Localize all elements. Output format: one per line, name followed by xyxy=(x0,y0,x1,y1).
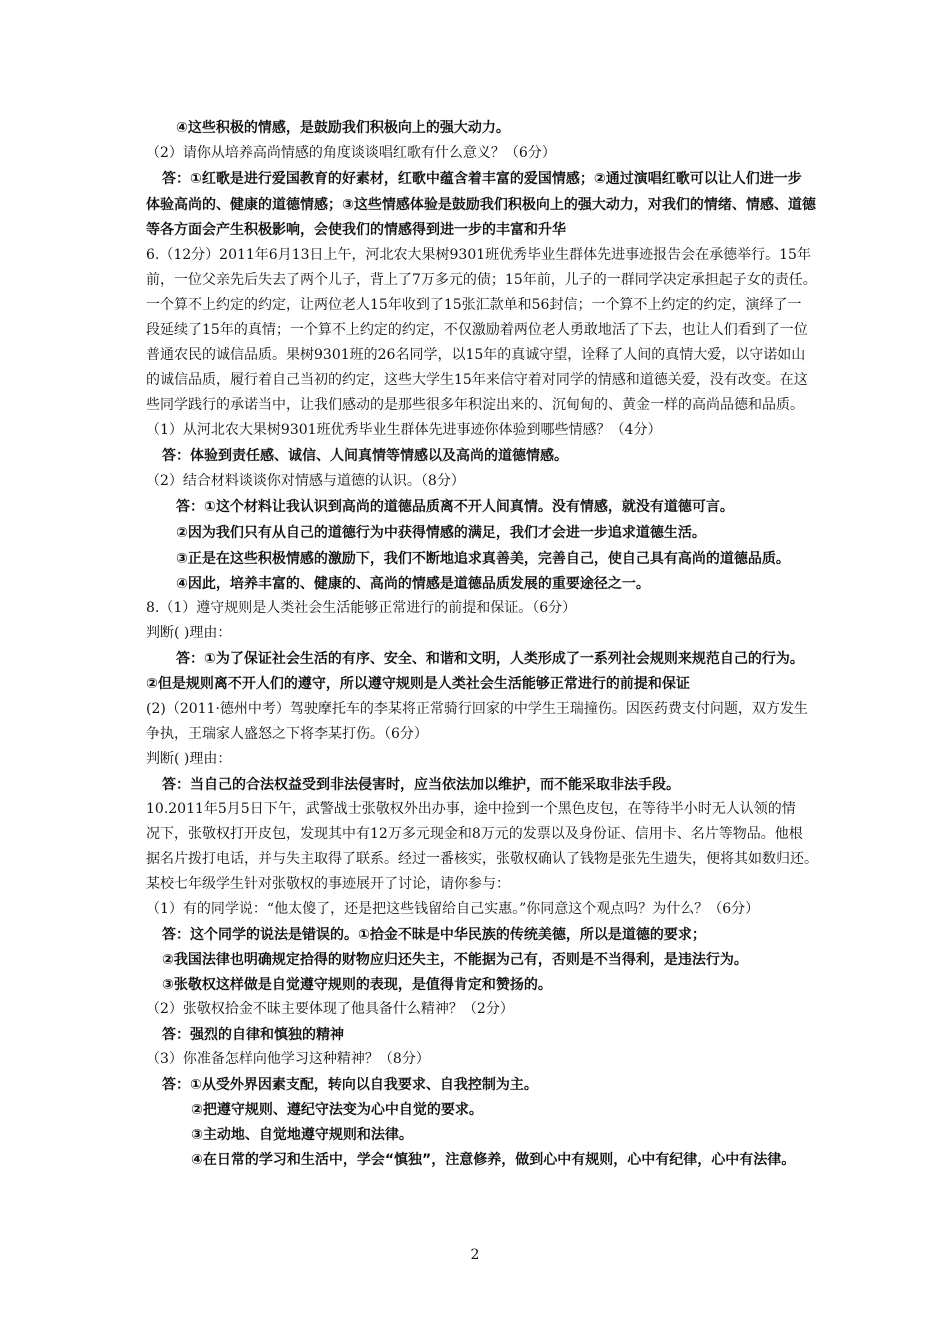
text-line: 的诚信品质，履行着自己当初的约定，这些大学生15年来信守着对同学的情感和道德关爱，没有改变。在这 xyxy=(146,372,808,388)
answer-line: 答：当自己的合法权益受到非法侵害时，应当依法加以维护，而不能采取非法手段。 xyxy=(162,777,680,793)
text-line: 一个算不上约定的约定，让两位老人15年收到了15张汇款单和56封信；一个算不上约定的约定，演绎了一 xyxy=(146,297,802,313)
text-line: 据名片拨打电话，并与失主取得了联系。经过一番核实，张敬权确认了钱物是张先生遗失，便将其如数归还。 xyxy=(146,851,818,867)
text-line: （3）你准备怎样向他学习这种精神？（8分） xyxy=(146,1051,430,1067)
text-line: （1）从河北农大果树9301班优秀毕业生群体先进事迹你体验到哪些情感？（4分） xyxy=(146,422,662,438)
answer-line: 答：①从受外界因素支配，转向以自我要求、自我控制为主。 xyxy=(162,1077,538,1093)
answer-line: ②因为我们只有从自己的道德行为中获得情感的满足，我们才会进一步追求道德生活。 xyxy=(176,525,706,541)
text-line: （2）张敬权拾金不昧主要体现了他具备什么精神？（2分） xyxy=(146,1001,514,1017)
answer-line: 答：①为了保证社会生活的有序、安全、和谐和文明，人类形成了一系列社会规则来规范自己的行为。 xyxy=(176,651,804,667)
text-line: （2）结合材料谈谈你对情感与道德的认识。（8分） xyxy=(146,473,465,489)
text-line: 8.（1）遵守规则是人类社会生活能够正常进行的前提和保证。（6分） xyxy=(146,600,577,616)
answer-line: ④因此，培养丰富的、健康的、高尚的情感是道德品质发展的重要途径之一。 xyxy=(176,576,650,592)
answer-line: ②但是规则离不开人们的遵守，所以遵守规则是人类社会生活能够正常进行的前提和保证 xyxy=(146,676,690,692)
page-number: 2 xyxy=(470,1247,480,1263)
text-line: 某校七年级学生针对张敬权的事迹展开了讨论，请你参与： xyxy=(146,876,510,892)
answer-line: ④这些积极的情感，是鼓励我们积极向上的强大动力。 xyxy=(176,120,510,136)
answer-line: ②我国法律也明确规定拾得的财物应归还失主，不能据为己有，否则是不当得利，是违法行为。 xyxy=(162,952,748,968)
answer-line: ③主动地、自觉地遵守规则和法律。 xyxy=(191,1127,413,1143)
answer-line: 等各方面会产生积极影响，会使我们的情感得到进一步的丰富和升华 xyxy=(146,222,566,238)
text-line: 争执，王瑞家人盛怒之下将李某打伤。（6分） xyxy=(146,726,428,742)
answer-line: 答：①红歌是进行爱国教育的好素材，红歌中蕴含着丰富的爱国情感；②通过演唱红歌可以让人们进一步 xyxy=(162,171,802,187)
answer-line: ④在日常的学习和生活中，学会“慎独”，注意修养，做到心中有规则，心中有纪律，心中有法律。 xyxy=(191,1152,796,1168)
answer-line: 答：这个同学的说法是错误的。①拾金不昧是中华民族的传统美德，所以是道德的要求； xyxy=(162,927,706,943)
text-line: 10.2011年5月5日下午，武警战士张敬权外出办事，途中捡到一个黑色皮包，在等待半小时无人认领的情 xyxy=(146,801,796,817)
answer-line: ②把遵守规则、遵纪守法变为心中自觉的要求。 xyxy=(191,1102,483,1118)
text-line: 段延续了15年的真情；一个算不上约定的约定，不仅激励着两位老人勇敢地活了下去，也让人们看到了一位 xyxy=(146,322,808,338)
answer-line: 答：①这个材料让我认识到高尚的道德品质离不开人间真情。没有情感，就没有道德可言。 xyxy=(176,499,734,515)
text-line: （2）请你从培养高尚情感的角度谈谈唱红歌有什么意义？（6分） xyxy=(146,145,556,161)
text-line: 前，一位父亲先后失去了两个儿子，背上了7万多元的债；15年前，儿子的一群同学决定承担起子女的责任。 xyxy=(146,272,817,288)
answer-line: 答：体验到责任感、诚信、人间真情等情感以及高尚的道德情感。 xyxy=(162,448,568,464)
text-line: 判断( )理由： xyxy=(146,751,232,767)
text-line: 普通农民的诚信品质。果树9301班的26名同学，以15年的真诚守望，诠释了人间的真情大爱，以守诺如山 xyxy=(146,347,806,363)
text-line: （1）有的同学说：“他太傻了，还是把这些钱留给自己实惠。”你同意这个观点吗？为什么？（6分） xyxy=(146,901,760,917)
text-line: 些同学践行的承诺当中，让我们感动的是那些很多年积淀出来的、沉甸甸的、黄金一样的高尚品德和品质。 xyxy=(146,397,804,413)
answer-line: ③张敬权这样做是自觉遵守规则的表现，是值得肯定和赞扬的。 xyxy=(162,977,552,993)
answer-line: ③正是在这些积极情感的激励下，我们不断地追求真善美，完善自己，使自己具有高尚的道德品质。 xyxy=(176,551,790,567)
answer-line: 体验高尚的、健康的道德情感；③这些情感体验是鼓励我们积极向上的强大动力，对我们的情绪、情感、道德 xyxy=(146,197,816,213)
text-line: 判断( )理由： xyxy=(146,625,232,641)
answer-line: 答：强烈的自律和慎独的精神 xyxy=(162,1027,344,1043)
text-line: 6.（12分）2011年6月13日上午，河北农大果树9301班优秀毕业生群体先进事迹报告会在承德举行。15年 xyxy=(146,247,811,263)
text-line: 况下，张敬权打开皮包，发现其中有12万多元现金和8万元的发票以及身份证、信用卡、名片等物品。他根 xyxy=(146,826,803,842)
text-line: (2)（2011·德州中考）驾驶摩托车的李某将正常骑行回家的中学生王瑞撞伤。因医药费支付问题，双方发生 xyxy=(146,701,808,717)
